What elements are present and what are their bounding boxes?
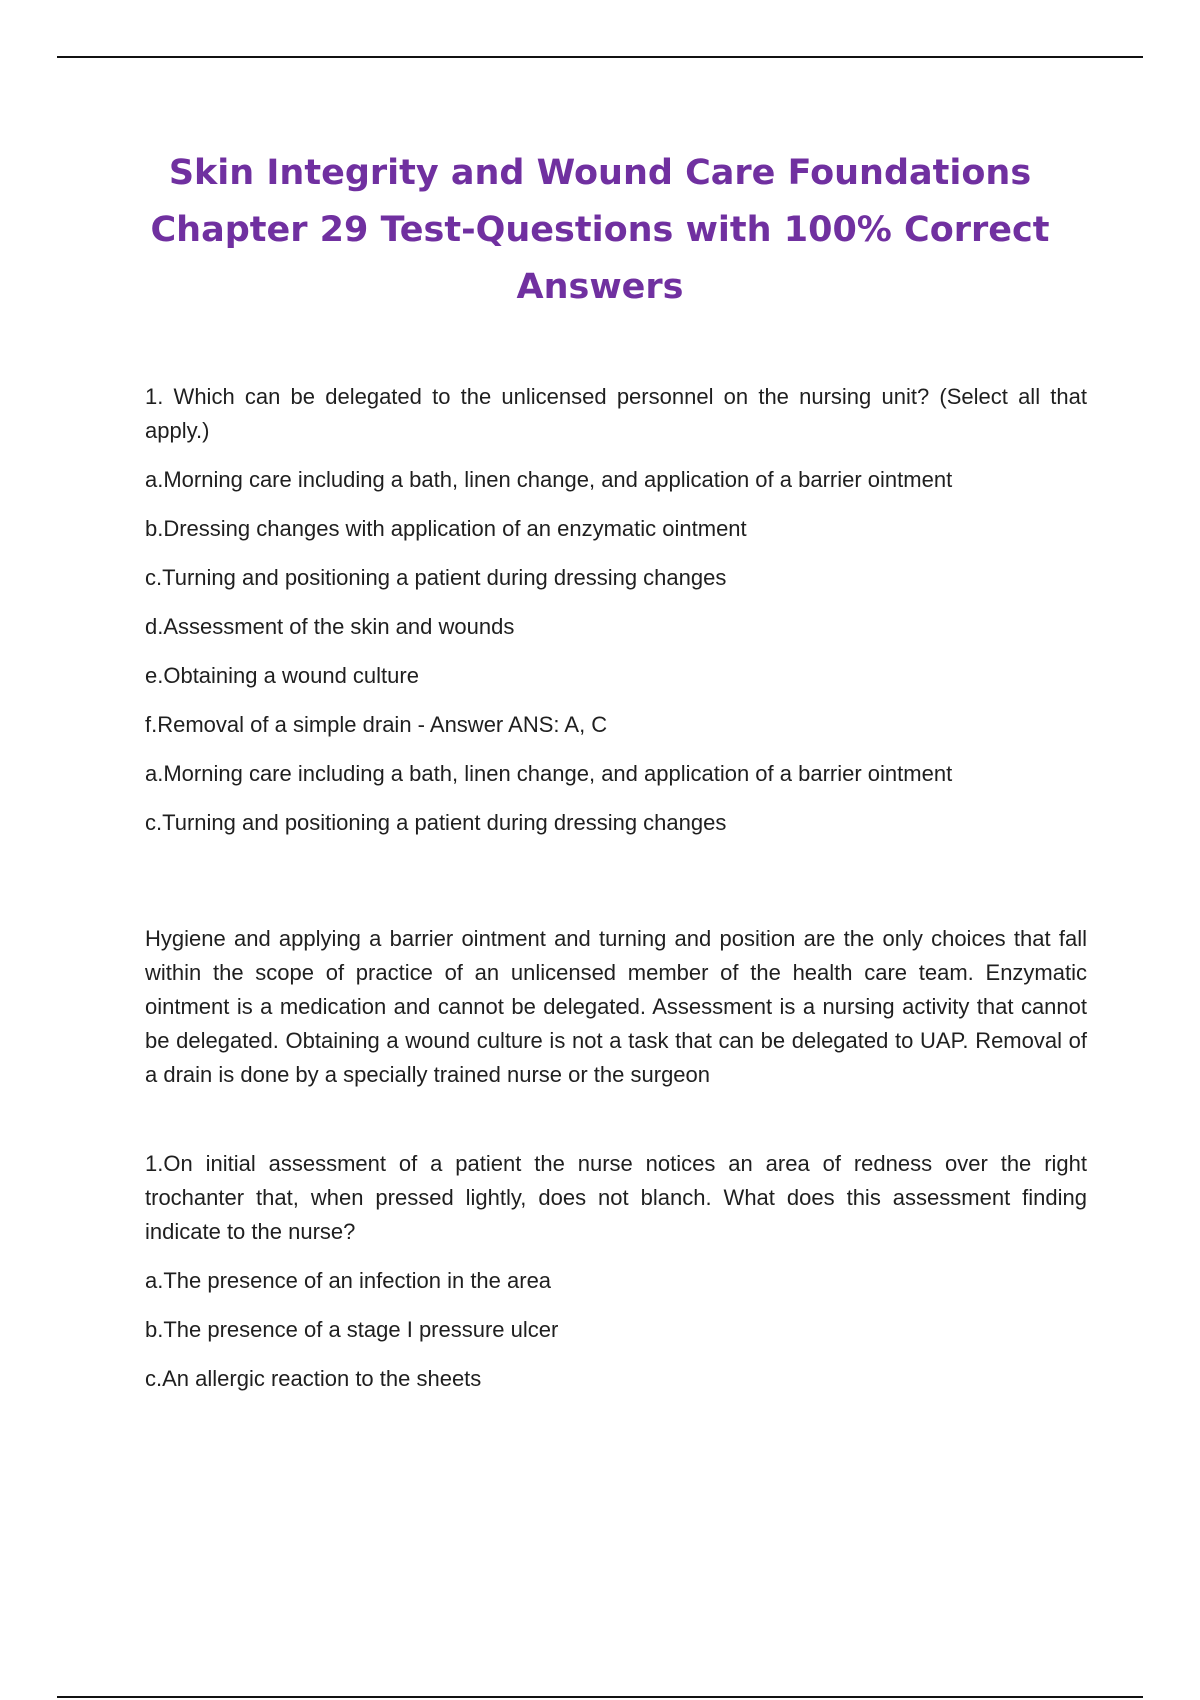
answer-option: a.Morning care including a bath, linen change, and application of a barrier ointment xyxy=(145,761,953,786)
question-text: 1. Which can be delegated to the unlicensed personnel on the nursing unit? (Select all that apply.) xyxy=(145,384,1087,443)
question-block xyxy=(145,380,1087,1092)
answer-option: e.Obtaining a wound culture xyxy=(145,663,419,688)
answer-option: c.Turning and positioning a patient during dressing changes xyxy=(145,565,727,590)
answer-option: c.An allergic reaction to the sheets xyxy=(145,1366,482,1391)
answer-option: f.Removal of a simple drain - Answer ANS: A, C xyxy=(145,712,608,737)
document-title: Skin Integrity and Wound Care Foundations Chapter 29 Test-Questions with 100% Correct Answers xyxy=(150,153,1050,307)
answer-options xyxy=(145,1264,1087,1396)
answer-option: a.Morning care including a bath, linen change, and application of a barrier ointment xyxy=(145,467,953,492)
answer-option: b.Dressing changes with application of an enzymatic ointment xyxy=(145,516,747,541)
answer-options xyxy=(145,463,1087,840)
answer-option: c.Turning and positioning a patient during dressing changes xyxy=(145,810,727,835)
question-text: 1.On initial assessment of a patient the nurse notices an area of redness over the right trochanter that, when pressed lightly, does not blanch. What does this assessment finding indicate to the nurse? xyxy=(145,1151,1087,1244)
answer-option: d.Assessment of the skin and wounds xyxy=(145,614,515,639)
top-rule xyxy=(57,56,1143,58)
answer-rationale: Hygiene and applying a barrier ointment and turning and position are the only choices that fall within the scope of practice of an unlicensed member of the health care team. Enzymatic ointment is a medication and cannot be delegated. Assessment is a nursing activity that cannot be delegated. Obtaining a wound culture is not a task that can be delegated to UAP. Removal of a drain is done by a specially trained nurse or the surgeon xyxy=(145,926,1087,1087)
answer-option: b.The presence of a stage I pressure ulcer xyxy=(145,1317,559,1342)
question-block xyxy=(145,1147,1087,1396)
bottom-rule xyxy=(57,1696,1143,1698)
answer-option: a.The presence of an infection in the area xyxy=(145,1268,552,1293)
